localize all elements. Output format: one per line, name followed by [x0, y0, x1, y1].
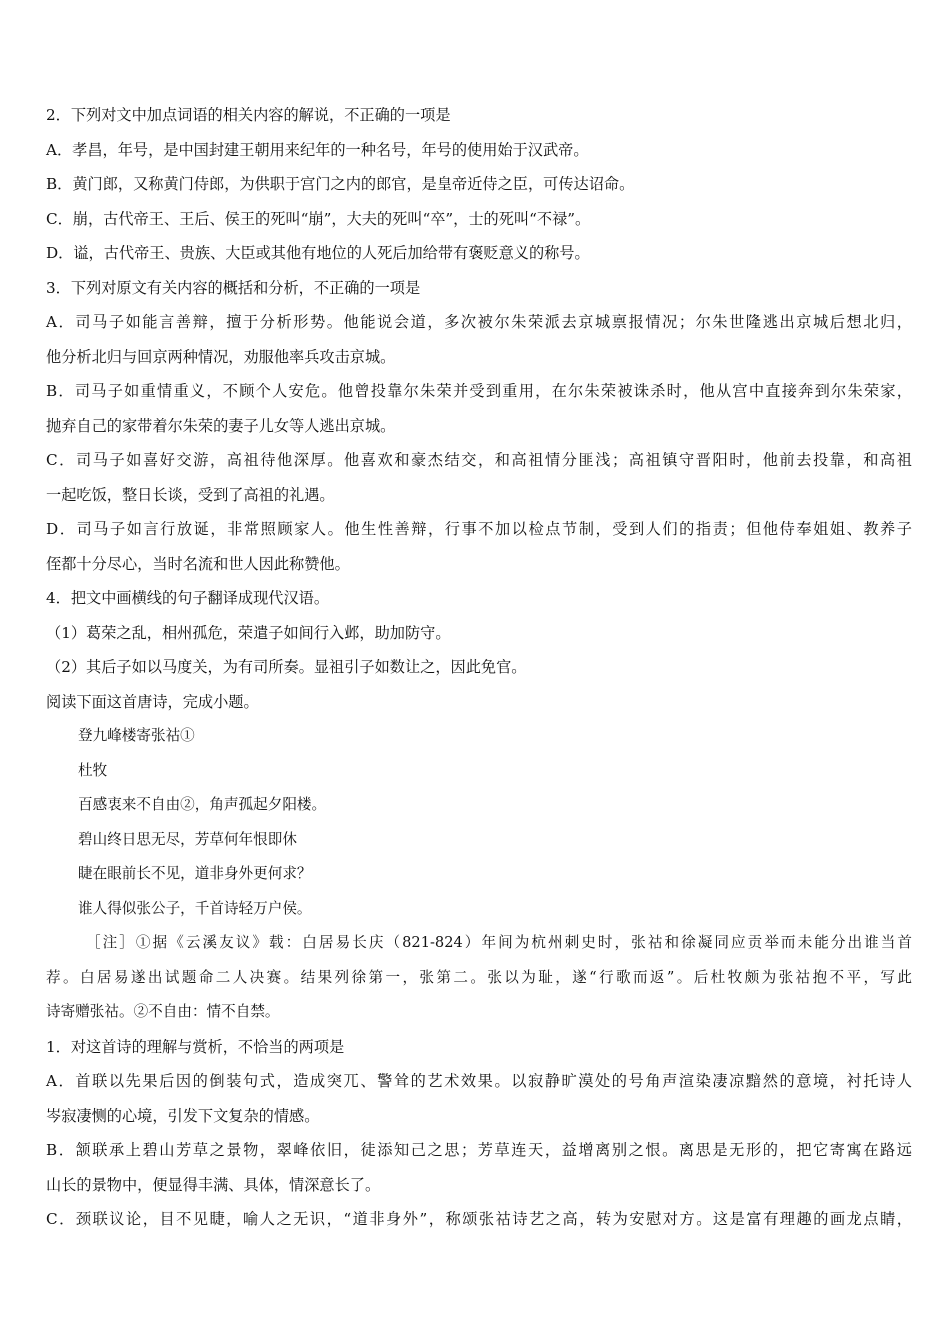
poem-note-line2: 荐。白居易遂出试题命二人决赛。结果列徐第一，张第二。张以为耻，遂“行歌而返”。后杜牧颇为张祜抱不平，写此	[46, 968, 912, 986]
q2-stem: 2．下列对文中加点词语的相关内容的解说，不正确的一项是	[46, 106, 451, 124]
q1-option-b-line1: B．颔联承上碧山芳草之景物，翠峰依旧，徒添知己之思；芳草连天，益增离别之恨。离思是无形的，把它寄寓在路远	[46, 1141, 912, 1159]
poem-note-line1: ［注］①据《云溪友议》载：白居易长庆（821-824）年间为杭州刺史时，张祜和徐凝同应贡举而未能分出谁当首	[86, 934, 912, 951]
q1-option-a-line2: 岑寂凄恻的心境，引发下文复杂的情感。	[46, 1106, 320, 1125]
poem-line-4: 谁人得似张公子，千首诗轻万户侯。	[78, 899, 312, 917]
poem-title: 登九峰楼寄张祜①	[78, 727, 195, 744]
q4-item-1: （1）葛荣之乱，相州孤危，荣遣子如间行入邺，助加防守。	[46, 623, 451, 642]
q1-stem: 1．对这首诗的理解与赏析，不恰当的两项是	[46, 1037, 345, 1056]
q1-option-c-line1: C．颈联议论，目不见睫，喻人之无识，“道非身外”，称颂张祜诗艺之高，转为安慰对方。这是富有理趣的画龙点睛，	[46, 1210, 912, 1228]
q3-option-c-line2: 一起吃饭，整日长谈，受到了高祖的礼遇。	[46, 485, 335, 504]
q3-option-c-line1: C．司马子如喜好交游，高祖待他深厚。他喜欢和豪杰结交，和高祖情分匪浅；高祖镇守晋阳时，他前去投靠，和高祖	[46, 451, 912, 469]
q3-option-a-line2: 他分析北归与回京两种情况，劝服他率兵攻击京城。	[46, 347, 396, 366]
q2-option-c: C．崩，古代帝王、王后、侯王的死叫“崩”，大夫的死叫“卒”，士的死叫“不禄”。	[46, 209, 591, 228]
poem-line-2: 碧山终日思无尽，芳草何年恨即休	[78, 830, 297, 848]
poem-author: 杜牧	[78, 761, 108, 779]
q1-option-a-line1: A．首联以先果后因的倒装句式，造成突兀、警耸的艺术效果。以寂静旷漠处的号角声渲染凄凉黯然的意境，衬托诗人	[46, 1072, 912, 1090]
poem-line-1: 百感衷来不自由②，角声孤起夕阳楼。	[78, 796, 327, 813]
document-page	[46, 98, 912, 1237]
q3-option-d-line1: D．司马子如言行放诞，非常照顾家人。他生性善辩，行事不加以检点节制，受到人们的指责；但他侍奉姐姐、教养子	[46, 520, 912, 538]
q4-stem: 4．把文中画横线的句子翻译成现代汉语。	[46, 589, 330, 607]
q3-option-b-line2: 抛弃自己的家带着尔朱荣的妻子儿女等人逃出京城。	[46, 416, 396, 435]
q1-option-b-line2: 山长的景物中，便显得丰满、具体，情深意长了。	[46, 1175, 381, 1194]
poem-note-line3: 诗寄赠张祜。②不自由：情不自禁。	[46, 1003, 280, 1020]
poem-line-3: 睫在眼前长不见，道非身外更何求？	[78, 865, 312, 882]
q4-item-2: （2）其后子如以马度关，为有司所奏。显祖引子如数让之，因此免官。	[46, 658, 527, 676]
q3-option-b-line1: B．司马子如重情重义，不顾个人安危。他曾投靠尔朱荣并受到重用，在尔朱荣被诛杀时，他从宫中直接奔到尔朱荣家，	[46, 382, 912, 400]
poem-instruction: 阅读下面这首唐诗，完成小题。	[46, 692, 259, 711]
q3-option-a-line1: A．司马子如能言善辩，擅于分析形势。他能说会道，多次被尔朱荣派去京城禀报情况；尔朱世隆逃出京城后想北归，	[46, 313, 912, 331]
q3-option-d-line2: 侄都十分尽心，当时名流和世人因此称赞他。	[46, 554, 350, 573]
q2-option-b: B．黄门郎，又称黄门侍郎，为供职于宫门之内的郎官，是皇帝近侍之臣，可传达诏命。	[46, 175, 635, 193]
q2-option-d: D．谥，古代帝王、贵族、大臣或其他有地位的人死后加给带有褒贬意义的称号。	[46, 244, 590, 262]
q3-stem: 3．下列对原文有关内容的概括和分析，不正确的一项是	[46, 278, 421, 297]
q2-option-a: A．孝昌，年号，是中国封建王朝用来纪年的一种名号，年号的使用始于汉武帝。	[46, 140, 589, 159]
